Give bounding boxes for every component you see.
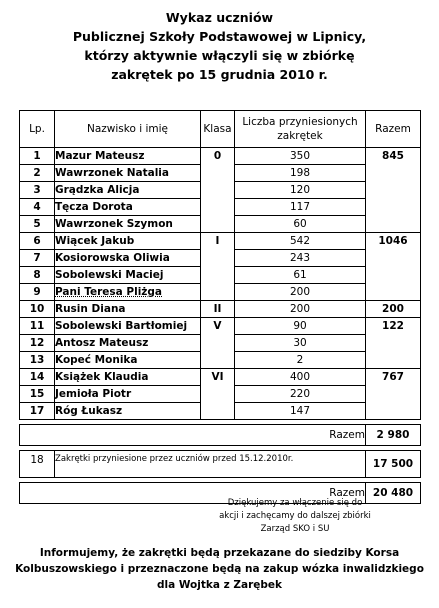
header-razem: Razem xyxy=(366,111,421,148)
group-razem: 122 xyxy=(366,318,421,369)
row-name: Rusin Diana xyxy=(55,301,201,318)
row-count: 350 xyxy=(235,148,366,165)
row-name: Róg Łukasz xyxy=(55,403,201,420)
row-count: 200 xyxy=(235,301,366,318)
row-name: Wiącek Jakub xyxy=(55,233,201,250)
row-count: 30 xyxy=(235,335,366,352)
group-razem: 1046 xyxy=(366,233,421,301)
thanks-note xyxy=(205,497,385,536)
row-lp: 1 xyxy=(20,148,55,165)
row-lp: 15 xyxy=(20,386,55,403)
group-klasa: II xyxy=(201,301,235,318)
row-lp: 10 xyxy=(20,301,55,318)
header-count: Liczba przyniesionych zakrętek xyxy=(235,111,366,148)
row-lp: 9 xyxy=(20,284,55,301)
row-count: 200 xyxy=(235,284,366,301)
row-lp: 11 xyxy=(20,318,55,335)
row-count: 117 xyxy=(235,199,366,216)
row-name: Tęcza Dorota xyxy=(55,199,201,216)
row-name: Kopeć Monika xyxy=(55,352,201,369)
row-count: 198 xyxy=(235,165,366,182)
subtotal-row xyxy=(20,425,421,446)
students-table xyxy=(19,110,421,504)
row-name: Mazur Mateusz xyxy=(55,148,201,165)
footer-line-2: Kolbuszowskiego i przeznaczone będą na zakup wózka inwalidzkiego xyxy=(15,563,424,575)
thanks-line-2: akcji i zachęcamy do dalszej zbiórki xyxy=(219,511,371,521)
row-name: Jemioła Piotr xyxy=(55,386,201,403)
group-klasa: I xyxy=(201,233,235,301)
row-lp: 2 xyxy=(20,165,55,182)
row-count: 120 xyxy=(235,182,366,199)
extra-lp: 18 xyxy=(20,451,55,478)
thanks-line-1: Dziękujemy za włączenie się do xyxy=(227,498,363,508)
row-count: 60 xyxy=(235,216,366,233)
row-name: Pani Teresa Pliżga xyxy=(55,284,201,301)
row-lp: 6 xyxy=(20,233,55,250)
total-label: Razem xyxy=(20,483,366,504)
row-count: 400 xyxy=(235,369,366,386)
row-lp: 14 xyxy=(20,369,55,386)
total-value: 20 480 xyxy=(366,483,421,504)
thanks-line-3: Zarząd SKO i SU xyxy=(260,524,330,534)
extra-note: Zakrętki przyniesione przez uczniów przed 15.12.2010r. xyxy=(55,451,366,478)
row-count: 61 xyxy=(235,267,366,284)
document-title xyxy=(0,8,439,84)
table-row xyxy=(20,148,421,165)
group-razem: 767 xyxy=(366,369,421,420)
group-klasa: VI xyxy=(201,369,235,420)
header-klasa: Klasa xyxy=(201,111,235,148)
row-count: 243 xyxy=(235,250,366,267)
row-name: Wawrzonek Natalia xyxy=(55,165,201,182)
row-lp: 5 xyxy=(20,216,55,233)
extra-value: 17 500 xyxy=(366,451,421,478)
row-name: Wawrzonek Szymon xyxy=(55,216,201,233)
row-name: Kosiorowska Oliwia xyxy=(55,250,201,267)
row-lp: 17 xyxy=(20,403,55,420)
row-name: Książek Klaudia xyxy=(55,369,201,386)
group-razem: 845 xyxy=(366,148,421,233)
title-line-1: Wykaz uczniów xyxy=(165,10,274,25)
header-name: Nazwisko i imię xyxy=(55,111,201,148)
table-row xyxy=(20,369,421,386)
title-line-3: którzy aktywnie włączyli się w zbiórkę xyxy=(84,48,355,63)
row-lp: 4 xyxy=(20,199,55,216)
group-klasa: V xyxy=(201,318,235,369)
group-klasa: 0 xyxy=(201,148,235,233)
extra-row xyxy=(20,451,421,478)
header-lp: Lp. xyxy=(20,111,55,148)
row-lp: 8 xyxy=(20,267,55,284)
table-row xyxy=(20,301,421,318)
table-header-row xyxy=(20,111,421,148)
footer-line-1: Informujemy, że zakrętki będą przekazane do siedziby Korsa xyxy=(39,547,400,559)
row-name: Grądzka Alicja xyxy=(55,182,201,199)
footer-announcement xyxy=(0,545,439,593)
table-row xyxy=(20,318,421,335)
row-count: 542 xyxy=(235,233,366,250)
row-lp: 13 xyxy=(20,352,55,369)
title-line-2: Publicznej Szkoły Podstawowej w Lipnicy, xyxy=(72,29,367,44)
row-count: 147 xyxy=(235,403,366,420)
row-name: Sobolewski Bartłomiej xyxy=(55,318,201,335)
row-lp: 3 xyxy=(20,182,55,199)
row-name: Sobolewski Maciej xyxy=(55,267,201,284)
row-lp: 12 xyxy=(20,335,55,352)
table-row xyxy=(20,233,421,250)
group-razem: 200 xyxy=(366,301,421,318)
title-line-4: zakrętek po 15 grudnia 2010 r. xyxy=(111,67,328,82)
subtotal-value: 2 980 xyxy=(366,425,421,446)
footer-line-3: dla Wojtka z Zarębek xyxy=(156,579,282,591)
row-count: 220 xyxy=(235,386,366,403)
subtotal-label: Razem xyxy=(20,425,366,446)
row-count: 2 xyxy=(235,352,366,369)
row-count: 90 xyxy=(235,318,366,335)
row-lp: 7 xyxy=(20,250,55,267)
row-name: Antosz Mateusz xyxy=(55,335,201,352)
